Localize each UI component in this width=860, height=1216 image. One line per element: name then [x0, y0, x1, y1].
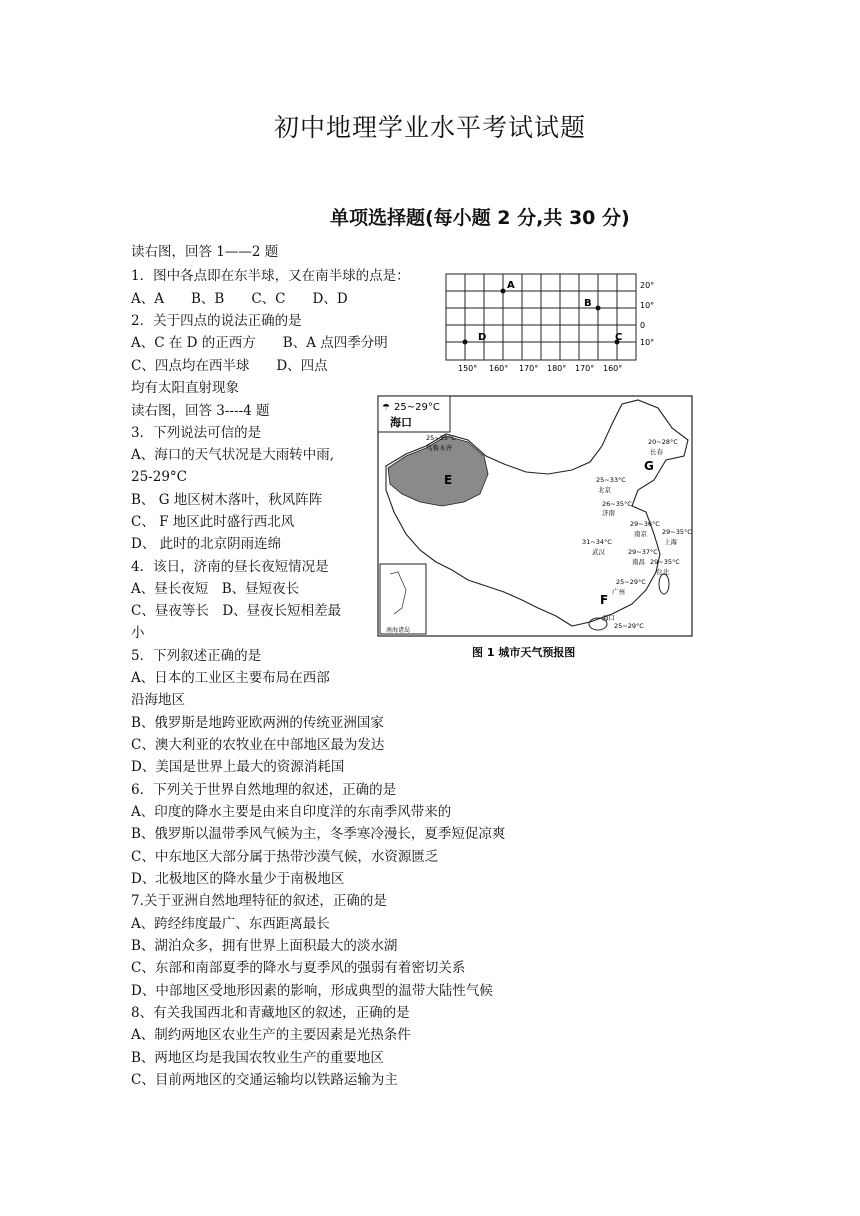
page-title: 初中地理学业水平考试试题 — [273, 113, 586, 142]
lon-label: 150° — [458, 364, 478, 373]
city-temp: 25~33°C — [596, 476, 626, 484]
question-line: 读右图，回答 1——2 题 — [131, 244, 279, 260]
city-temp: 26~35°C — [602, 500, 632, 508]
latlon-grid-svg — [440, 268, 672, 376]
city-temp: 20~28°C — [648, 438, 678, 446]
grid-point-label: C — [615, 332, 623, 343]
south-sea-inset — [380, 564, 426, 634]
question-line: 4．该日，济南的昼长夜短情况是 — [131, 559, 329, 575]
inset-label: 南海诸岛 — [386, 627, 411, 634]
question-line: 均有太阳直射现象 — [131, 380, 239, 396]
city-name: 南昌 — [632, 558, 645, 566]
city-name: 南京 — [634, 530, 647, 538]
lat-label: 0 — [640, 321, 646, 330]
question-line: 2．关于四点的说法正确的是 — [131, 313, 302, 329]
question-line: A、昼长夜短 B、昼短夜长 — [131, 581, 300, 597]
question-line: D、美国是世界上最大的资源消耗国 — [131, 759, 345, 775]
question-line: 小 — [131, 625, 145, 641]
city-name: 济南 — [602, 509, 615, 517]
region-label-g: G — [644, 459, 654, 473]
question-line: B、 G 地区树木落叶，秋风阵阵 — [131, 492, 323, 508]
lon-label: 160° — [603, 364, 623, 373]
grid-point-label: A — [507, 280, 515, 291]
city-name: 海口 — [602, 614, 615, 622]
city-temp: 29~35°C — [662, 528, 692, 536]
latlon-grid-figure — [440, 268, 672, 376]
question-line: 读右图，回答 3----4 题 — [131, 403, 270, 419]
question-line: C、昼夜等长 D、昼夜长短相差最 — [131, 603, 342, 619]
city-name: 武汉 — [592, 548, 605, 556]
city-temp: 25~29°C — [614, 622, 644, 630]
question-line: 1．图中各点即在东半球，又在南半球的点是： — [131, 268, 410, 284]
question-line: B、两地区均是我国农牧业生产的重要地区 — [131, 1050, 384, 1066]
city-name: 长春 — [650, 448, 663, 456]
question-line: 3．下列说法可信的是 — [131, 425, 262, 441]
question-line: C、 F 地区此时盛行西北风 — [131, 514, 295, 530]
lon-label: 170° — [575, 364, 595, 373]
region-label-f: F — [600, 593, 609, 607]
question-line: 25-29°C — [131, 469, 187, 485]
grid-point-d — [463, 340, 468, 345]
question-line: B、湖泊众多，拥有世界上面积最大的淡水湖 — [131, 938, 398, 954]
question-line: A、制约两地区农业生产的主要因素是光热条件 — [131, 1027, 411, 1043]
question-line: D、北极地区的降水量少于南极地区 — [131, 871, 345, 887]
question-line: C、东部和南部夏季的降水与夏季风的强弱有着密切关系 — [131, 960, 466, 976]
lon-label: 180° — [547, 364, 567, 373]
weather-map-figure — [376, 394, 694, 662]
question-line: 沿海地区 — [131, 692, 185, 708]
city-temp: 29~35°C — [650, 558, 680, 566]
question-line: A、日本的工业区主要布局在西部 — [131, 670, 330, 686]
question-line: A、C 在 D 的正西方 B、A 点四季分明 — [131, 335, 388, 351]
question-line: A、印度的降水主要是由来自印度洋的东南季风带来的 — [131, 804, 452, 820]
question-line: A、海口的天气状况是大雨转中雨, — [131, 447, 335, 463]
lon-label: 160° — [489, 364, 509, 373]
city-name: 上海 — [664, 538, 677, 546]
city-name: 广州 — [612, 588, 625, 596]
city-temp: 25~35°C — [426, 434, 456, 442]
question-line: C、目前两地区的交通运输均以铁路运输为主 — [131, 1072, 398, 1088]
question-line: A、跨经纬度最广、东西距离最长 — [131, 916, 330, 932]
question-line: C、澳大利亚的农牧业在中部地区最为发达 — [131, 737, 385, 753]
grid-point-label: D — [478, 332, 487, 343]
region-label-e: E — [444, 473, 453, 487]
question-line: C、中东地区大部分属于热带沙漠气候，水资源匮乏 — [131, 849, 439, 865]
question-line: D、 此时的北京阴雨连绵 — [131, 536, 282, 552]
lat-label: 20° — [640, 281, 655, 290]
question-line: B、俄罗斯是地跨亚欧两洲的传统亚洲国家 — [131, 715, 384, 731]
question-line: B、俄罗斯以温带季风气候为主，冬季寒冷漫长，夏季短促凉爽 — [131, 826, 506, 842]
city-name: 台北 — [656, 568, 669, 576]
question-line: 5．下列叙述正确的是 — [131, 648, 262, 664]
lon-label: 170° — [519, 364, 539, 373]
question-line: C、四点均在西半球 D、四点 — [131, 358, 328, 374]
question-line: 6．下列关于世界自然地理的叙述，正确的是 — [131, 782, 397, 798]
grid-lines — [446, 274, 636, 360]
lat-label: 10° — [640, 338, 655, 347]
grid-point-label: B — [584, 298, 592, 309]
question-line: A、A B、B C、C D、D — [131, 291, 348, 307]
weather-map-svg — [376, 394, 694, 662]
rain-icon: ☂ — [382, 403, 391, 413]
city-temp: 25~29°C — [616, 578, 646, 586]
question-line: 8、有关我国西北和青藏地区的叙述，正确的是 — [131, 1005, 410, 1021]
city-temp: 29~36°C — [630, 520, 660, 528]
lat-label: 10° — [640, 301, 655, 310]
legend-temp: 25~29°C — [394, 402, 440, 413]
map-caption: 图 1 城市天气预报图 — [472, 646, 576, 659]
city-temp: 29~37°C — [628, 548, 658, 556]
question-line: 7.关于亚洲自然地理特征的叙述，正确的是 — [131, 893, 387, 909]
question-line: D、中部地区受地形因素的影响，形成典型的温带大陆性气候 — [131, 983, 493, 999]
grid-point-b — [596, 306, 601, 311]
city-name: 乌鲁木齐 — [426, 444, 452, 452]
legend-city: 海口 — [390, 416, 412, 429]
grid-point-a — [501, 289, 506, 294]
city-name: 北京 — [598, 486, 611, 494]
city-temp: 31~34°C — [582, 538, 612, 546]
section-heading: 单项选择题(每小题 2 分,共 30 分) — [330, 207, 630, 229]
